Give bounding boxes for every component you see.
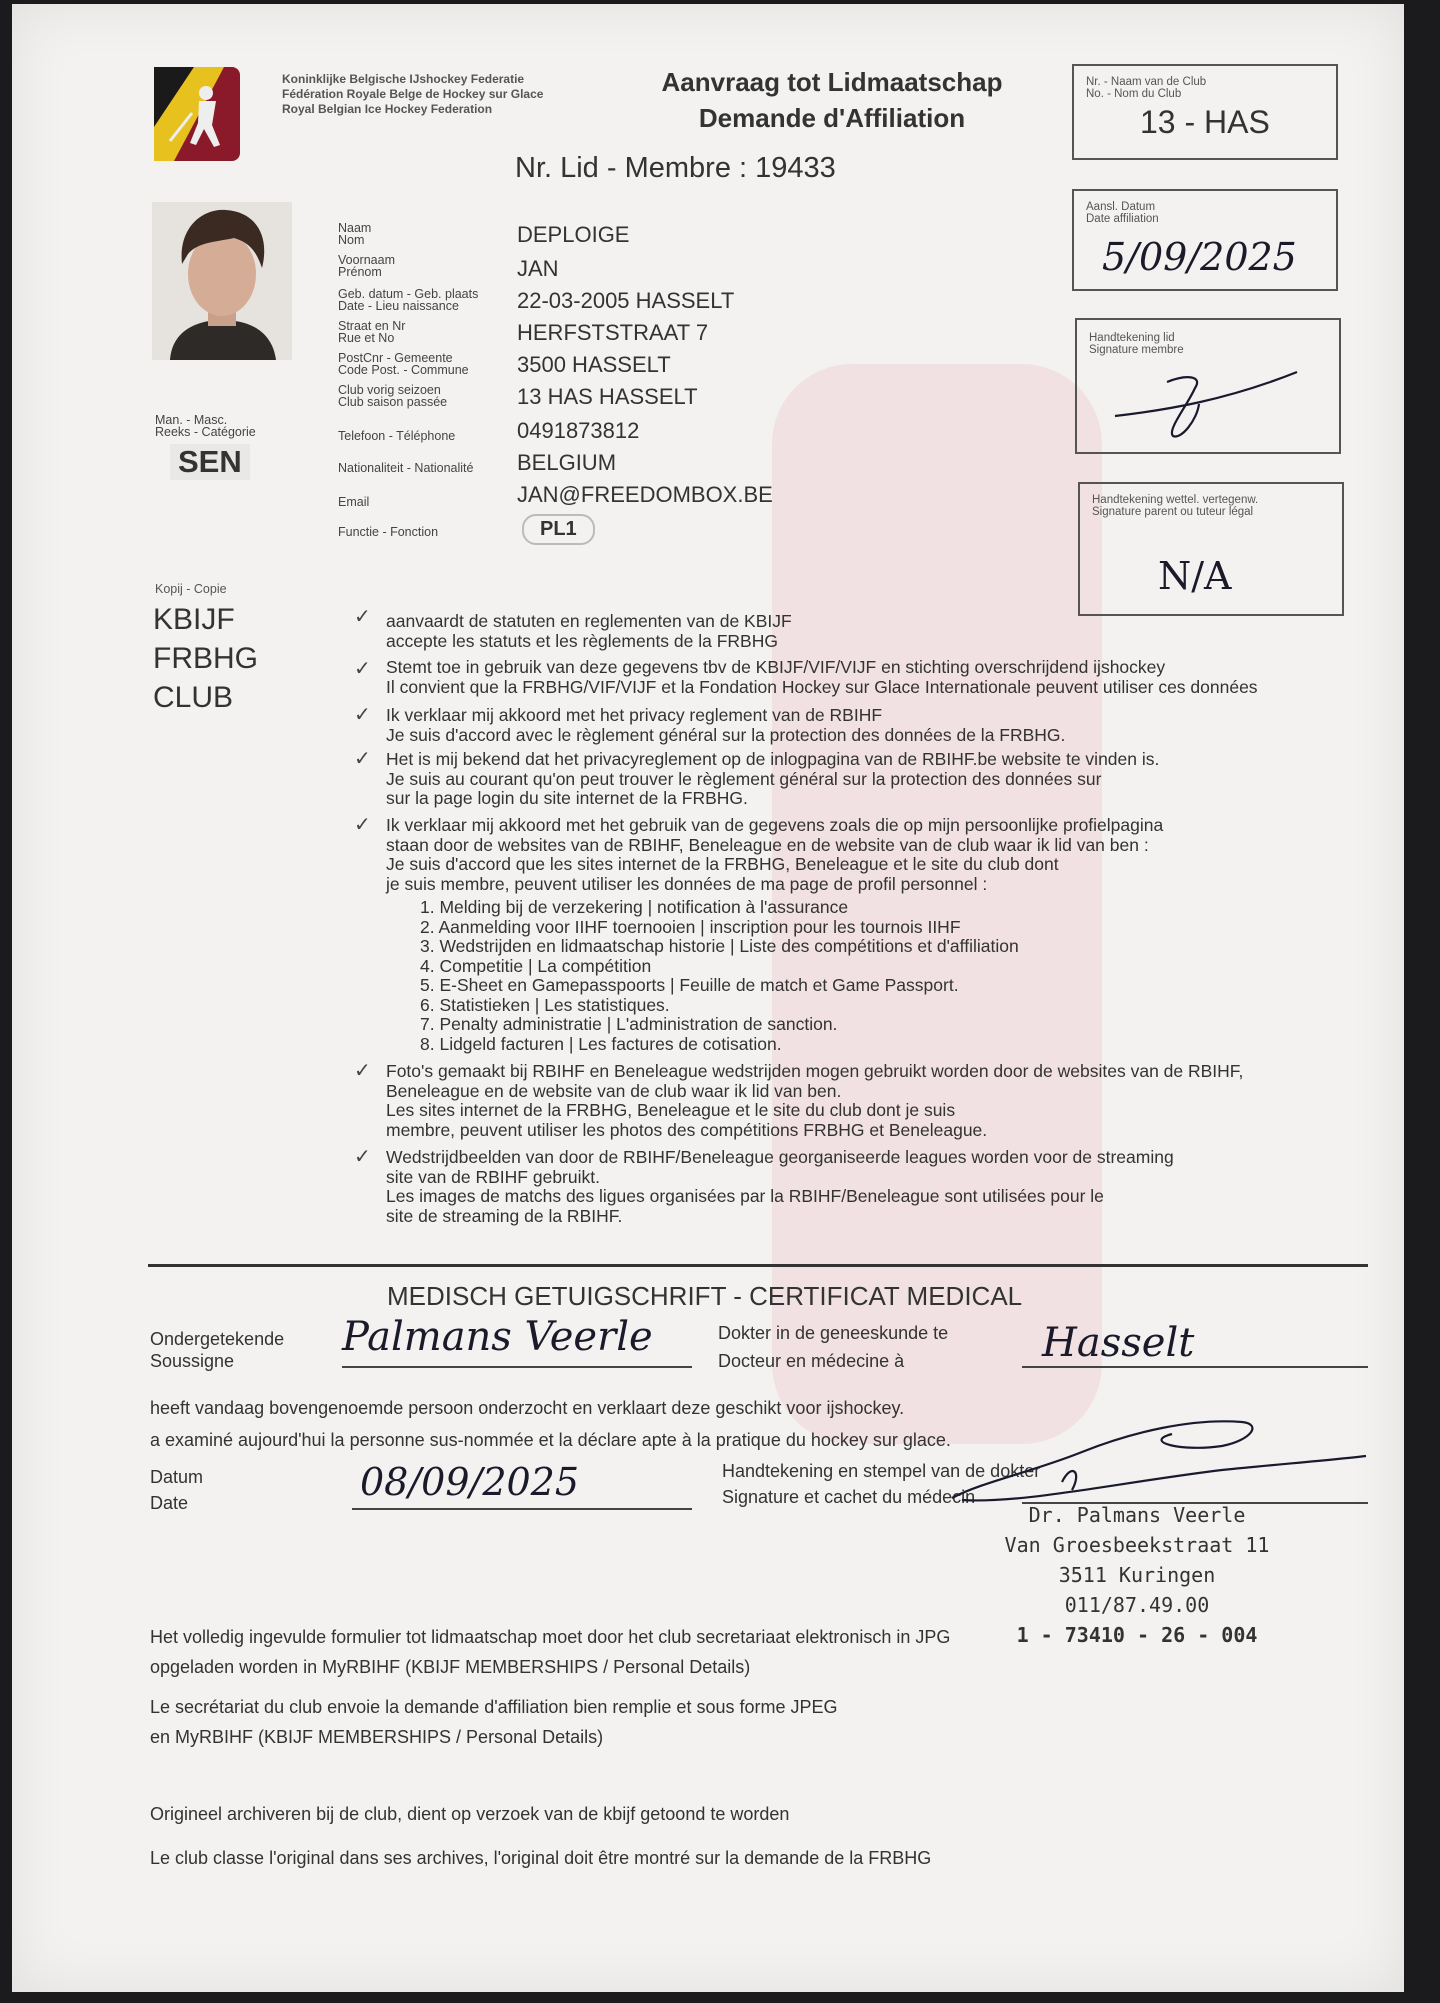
doctor-city-value: Hasselt <box>1042 1320 1195 1366</box>
field-value-street: HERFSTSTRAAT 7 <box>517 320 709 345</box>
club-label-nl: Nr. - Naam van de Club <box>1086 76 1207 88</box>
footer-instructions-nl: Het volledig ingevulde formulier tot lidmaatschap moet door het club secretariaat elektronisch in JPG opgeladen worden in MyRBIHF (KBIJF MEMBERSHIPS / Personal Details) <box>150 1627 951 1677</box>
medical-text-nl: heeft vandaag bovengenoemde persoon onderzocht en verklaart deze geschikt voor ijshockey. <box>150 1398 905 1418</box>
declaration-6: Foto's gemaakt bij RBIHF en Beneleague wedstrijden mogen gebruikt worden door de websites van de RBIHF, Beneleague en de website van de club waar ik lid van ben. Les sites internet de la FRBHG, Beneleague et le site du club dont je suis membre, peuvent utiliser les photos des compétitions FRBHG et Beneleague. <box>386 1061 1244 1140</box>
copy-list <box>153 600 258 717</box>
declaration-3: Ik verklaar mij akkoord met het privacy reglement van de RBIHF Je suis d'accord avec le règlement général sur la protection des données de la FRBHG. <box>386 705 1066 745</box>
declaration-4: Het is mij bekend dat het privacyreglement op de inlogpagina van de RBIHF.be website te vinden is. Je suis au courant qu'on peut trouver le règlement général sur la protection des données sur sur la page login du site internet de la FRBHG. <box>386 749 1160 808</box>
parent-signature-label-fr: Signature parent ou tuteur légal <box>1092 506 1254 518</box>
usage-item: 3. Wedstrijden en lidmaatschap historie | Liste des compétitions et d'affiliation <box>420 936 1019 956</box>
date-label-fr: Date affiliation <box>1086 213 1159 225</box>
category-label: Man. - Masc. Reeks - Catégorie <box>155 413 256 439</box>
field-label-firstname: Voornaam Prénom <box>338 253 395 279</box>
federation-name: Royal Belgian Ice Hockey Federation <box>282 102 493 116</box>
club-box <box>1072 64 1338 160</box>
usage-item: 5. E-Sheet en Gamepasspoorts | Feuille de match et Game Passport. <box>420 975 959 995</box>
function-value: PL1 <box>522 514 595 545</box>
undersigned-line <box>342 1366 692 1368</box>
member-signature-box <box>1075 318 1341 454</box>
field-value-birth: 22-03-2005 HASSELT <box>517 288 735 313</box>
section-divider <box>148 1264 1368 1267</box>
medical-text-fr: a examiné aujourd'hui la personne sus-nommée et la déclare apte à la pratique du hockey sur glace. <box>150 1430 951 1450</box>
usage-item: 2. Aanmelding voor IIHF toernooien | inscription pour les tournois IIHF <box>420 916 961 937</box>
check-icon: ✓ <box>354 658 371 680</box>
field-value-email: JAN@FREEDOMBOX.BE <box>517 482 773 507</box>
usage-item: 8. Lidgeld facturen | Les factures de cotisation. <box>420 1033 782 1054</box>
check-icon: ✓ <box>354 814 371 836</box>
check-icon: ✓ <box>354 748 371 770</box>
federation-name: Koninklijke Belgische IJshockey Federatie <box>282 72 525 86</box>
field-value-phone: 0491873812 <box>517 418 640 443</box>
federation-names <box>282 72 543 117</box>
copy-item: FRBHG <box>153 642 258 675</box>
usage-item: 6. Statistieken | Les statistiques. <box>420 994 670 1015</box>
check-icon: ✓ <box>354 606 371 628</box>
federation-logo <box>154 67 240 161</box>
check-icon: ✓ <box>354 1060 371 1082</box>
parent-signature-value: N/A <box>1158 554 1232 598</box>
copy-label: Kopij - Copie <box>155 582 227 596</box>
declaration-2: Stemt toe in gebruik van deze gegevens tbv de KBIJF/VIF/VIJF en stichting overschrijdend ijshockey Il convient que la FRBHG/VIF/VIJF et la Fondation Hockey sur Glace Internationale peuvent utiliser ces données <box>386 657 1258 697</box>
category-value: SEN <box>170 444 250 480</box>
field-label-prev-club: Club vorig seizoen Club saison passée <box>338 383 448 409</box>
member-signature-label-nl: Handtekening lid <box>1089 332 1175 344</box>
footer-archive: Origineel archiveren bij de club, dient op verzoek van de kbijf getoond te worden Le club classe l'original dans ses archives, l'original doit être montré sur la demande de la FRBHG <box>150 1804 932 1868</box>
medical-title: MEDISCH GETUIGSCHRIFT - CERTIFICAT MEDICAL <box>387 1281 1023 1311</box>
declaration-7: Wedstrijdbeelden van door de RBIHF/Beneleague georganiseerde leagues worden voor de streaming site van de RBIHF gebruikt. Les images de matchs des ligues organisées par la RBIHF/Beneleague sont utilisées pour le site de streaming de la RBIHF. <box>386 1147 1174 1226</box>
member-number: Nr. Lid - Membre : 19433 <box>515 152 836 184</box>
field-label-street: Straat en Nr Rue et No <box>338 319 406 345</box>
undersigned-label: Ondergetekende Soussigne <box>150 1329 285 1371</box>
check-icon: ✓ <box>354 704 371 726</box>
field-label-name: Naam Nom <box>338 221 372 247</box>
date-label: Datum Date <box>150 1467 204 1513</box>
doctor-label: Dokter in de geneeskunde te Docteur en médecine à <box>718 1323 949 1371</box>
copy-item: CLUB <box>153 681 234 714</box>
title-fr: Demande d'Affiliation <box>698 103 966 133</box>
parent-signature-box <box>1078 482 1344 616</box>
affiliation-date-value: 5/09/2025 <box>1102 235 1297 279</box>
check-icon: ✓ <box>354 1146 371 1168</box>
undersigned-value: Palmans Veerle <box>342 1314 653 1360</box>
date-label-nl: Aansl. Datum <box>1086 201 1156 213</box>
field-value-postcode: 3500 HASSELT <box>517 352 671 377</box>
medical-date-value: 08/09/2025 <box>360 1460 580 1504</box>
federation-name: Fédération Royale Belge de Hockey sur Glace <box>282 87 544 101</box>
footer-instructions-fr: Le secrétariat du club envoie la demande d'affiliation bien remplie et sous forme JPEG en MyRBIHF (KBIJF MEMBERSHIPS / Personal Details) <box>150 1697 838 1747</box>
field-value-prev-club: 13 HAS HASSELT <box>517 384 698 409</box>
field-label-postcode: PostCnr - Gemeente Code Post. - Commune <box>338 351 469 377</box>
doctor-stamp: Dr. Palmans Veerle Van Groesbeekstraat 11 3511 Kuringen 011/87.49.00 1 - 73410 - 26 - 004 <box>1004 1503 1270 1647</box>
field-value-nationality: BELGIUM <box>517 450 617 475</box>
affiliation-date-box <box>1072 189 1338 291</box>
doctor-signature-label: Handtekening en stempel van de dokter Signature et cachet du médecin <box>722 1461 1041 1507</box>
parent-signature-label-nl: Handtekening wettel. vertegenw. <box>1092 494 1259 506</box>
member-signature <box>1107 360 1317 440</box>
form-title <box>642 64 1022 136</box>
field-value-firstname: JAN <box>517 256 559 281</box>
medical-date-line <box>352 1508 692 1510</box>
member-signature-label-fr: Signature membre <box>1089 344 1184 356</box>
doctor-signature <box>942 1412 1372 1512</box>
club-label-fr: No. - Nom du Club <box>1086 88 1182 100</box>
copy-item: KBIJF <box>153 603 235 636</box>
field-label-function: Functie - Fonction <box>338 525 439 539</box>
usage-item: 4. Competitie | La compétition <box>420 955 652 976</box>
usage-item: 1. Melding bij de verzekering | notification à l'assurance <box>420 897 849 917</box>
field-label-birth: Geb. datum - Geb. plaats Date - Lieu naissance <box>338 287 479 313</box>
field-label-phone: Telefoon - Téléphone <box>338 429 456 443</box>
usage-list <box>420 898 1019 1054</box>
declaration-1: aanvaardt de statuten en reglementen van de KBIJF accepte les statuts et les règlements de la FRBHG <box>386 611 792 651</box>
usage-item: 7. Penalty administratie | L'administration de sanction. <box>420 1014 838 1034</box>
field-label-nationality: Nationaliteit - Nationalité <box>338 461 474 475</box>
member-photo <box>152 202 292 360</box>
field-value-name: DEPLOIGE <box>517 222 630 247</box>
doctor-city-line <box>1022 1366 1368 1368</box>
field-label-email: Email <box>338 495 370 509</box>
title-nl: Aanvraag tot Lidmaatschap <box>661 67 1003 97</box>
form-sheet <box>12 4 1404 1992</box>
club-value: 13 - HAS <box>1140 104 1270 140</box>
declaration-5: Ik verklaar mij akkoord met het gebruik van de gegevens zoals die op mijn persoonlijke profielpagina staan door de websites van de RBIHF, Beneleague en de website van de club waar ik lid van ben : Je suis d'accord que les sites internet de la FRBHG, Beneleague et le site du club dont je suis membre, peuvent utiliser les données de ma page de profil personnel : <box>386 815 1164 894</box>
